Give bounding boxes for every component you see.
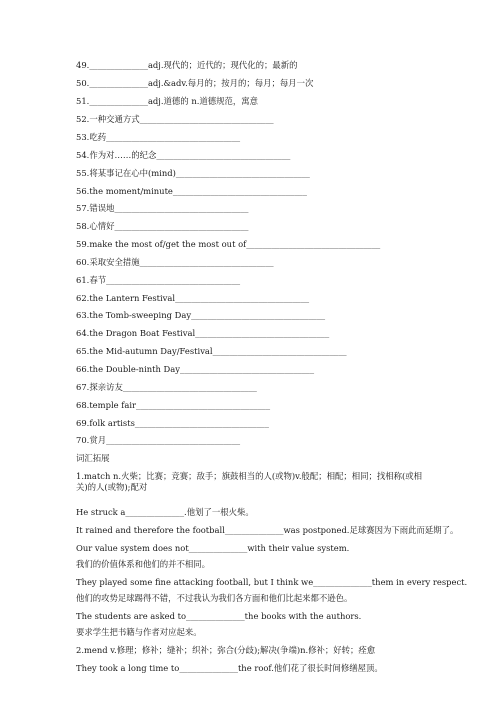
vocab-item-50: 50.______________adj.&adv.每月的；按月的；每月；每月一次 xyxy=(76,78,314,88)
vocab-item-61: 61.春节________________________________ xyxy=(76,275,241,285)
vocab-item-60: 60.采取安全措施________________________________ xyxy=(76,257,274,267)
match-example-1: He struck a______________.他划了一根火柴。 xyxy=(76,507,254,517)
vocab-item-55: 55.将某事记在心中(mind)________________________________ xyxy=(76,168,310,178)
mend-example-1: They took a long time to______________the roof.他们花了很长时间修缮屋顶。 xyxy=(76,663,383,673)
vocab-item-57: 57.错误地________________________________ xyxy=(76,203,249,213)
match-example-4: They played some fine attacking football, but I think we______________them in every respect. xyxy=(76,577,468,587)
vocab-item-69: 69.folk artists________________________________ xyxy=(76,418,269,428)
section-heading: 词汇拓展 xyxy=(76,453,110,463)
vocab-item-56: 56.the moment/minute________________________________ xyxy=(76,186,307,196)
vocab-item-66: 66.the Double-ninth Day________________________________ xyxy=(76,364,315,374)
vocab-item-49: 49.______________adj.现代的；近代的；现代化的；最新的 xyxy=(76,60,298,70)
vocab-item-59: 59.make the most of/get the most out of________________________________ xyxy=(76,239,381,249)
vocab-item-53: 53.吃药________________________________ xyxy=(76,132,241,142)
vocab-item-65: 65.the Mid-autumn Day/Festival________________________________ xyxy=(76,346,347,356)
match-example-3: Our value system does not______________with their value system. xyxy=(76,543,350,553)
vocab-item-58: 58.心情好________________________________ xyxy=(76,221,249,231)
match-example-3-translation: 我们的价值体系和他们的并不相同。 xyxy=(76,559,210,569)
vocab-item-63: 63.the Tomb-sweeping Day________________________________ xyxy=(76,310,326,320)
vocab-item-52: 52.一种交通方式________________________________ xyxy=(76,114,274,124)
vocab-item-54: 54.作为对……的纪念________________________________ xyxy=(76,150,291,160)
vocab-item-70: 70.赏月________________________________ xyxy=(76,435,241,445)
vocab-item-67: 67.探亲访友________________________________ xyxy=(76,382,257,392)
vocab-item-62: 62.the Lantern Festival________________________________ xyxy=(76,293,310,303)
match-definition: 1.match n.火柴；比赛；竞赛；敌手；旗鼓相当的人(或物)v.般配；相配；相同；找相称(或相关)的人(或物);配对 xyxy=(76,471,423,492)
vocab-item-51: 51.______________adj.道德的 n.道德规范，寓意 xyxy=(76,96,259,106)
vocab-item-64: 64.the Dragon Boat Festival________________________________ xyxy=(76,328,330,338)
match-example-5: The students are asked to______________the books with the authors. xyxy=(76,611,362,621)
vocab-item-68: 68.temple fair________________________________ xyxy=(76,400,271,410)
match-example-5-translation: 要求学生把书籍与作者对应起来。 xyxy=(76,627,202,637)
match-example-2: It rained and therefore the football______________was postponed.足球赛因为下雨此而延期了。 xyxy=(76,525,459,535)
match-example-4-translation: 他们的攻势足球踢得不错，不过我认为我们各方面和他们比起来都不逊色。 xyxy=(76,593,353,603)
mend-definition: 2.mend v.修理；修补；缝补；织补；弥合(分歧);解决(争端)n.修补；好转；痊愈 xyxy=(76,645,376,655)
